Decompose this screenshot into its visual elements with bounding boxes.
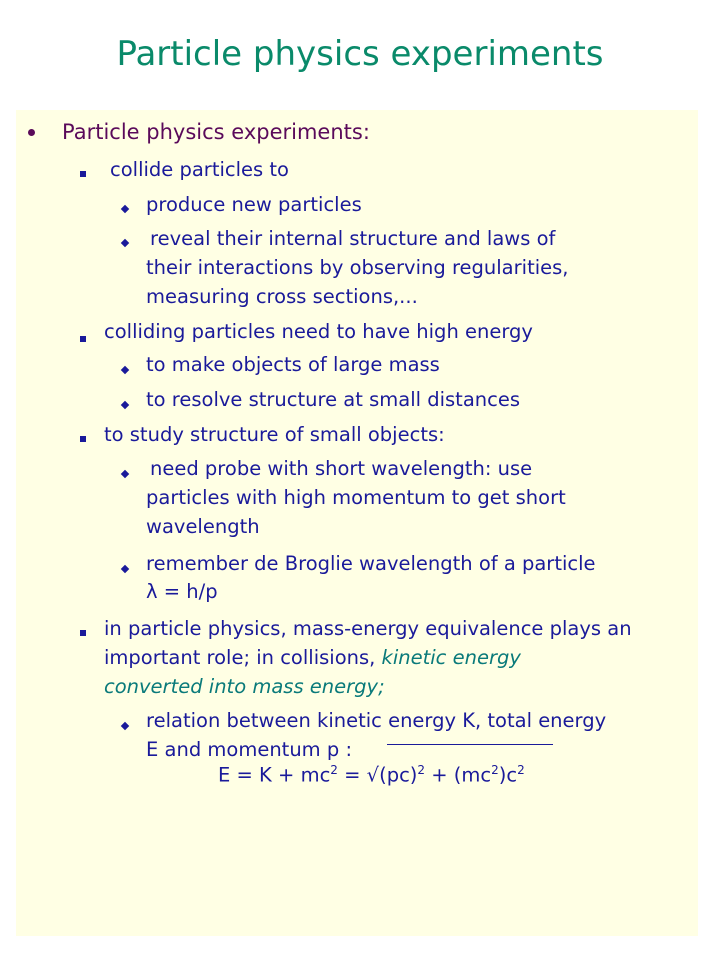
bullet-debroglie-line2: λ = h/p xyxy=(146,580,218,603)
bullet-colliding: colliding particles need to have high energy xyxy=(104,320,533,343)
sqrt-overline xyxy=(387,744,553,745)
emphasis-text: kinetic energy xyxy=(381,646,521,669)
bullet-mass-energy-line2 xyxy=(104,643,521,673)
bullet-large-mass: to make objects of large mass xyxy=(146,353,440,376)
bullet-collide: collide particles to xyxy=(110,158,289,181)
bullet-relation-line2: E and momentum p : xyxy=(146,738,353,761)
bullet-debroglie-line1: remember de Broglie wavelength of a particle xyxy=(146,552,596,575)
bullet-reveal-line1: reveal their internal structure and laws of xyxy=(150,227,556,250)
bullet-dot-icon xyxy=(28,129,35,136)
bullet-relation-line1: relation between kinetic energy K, total energy xyxy=(146,709,607,732)
bullet-square-icon xyxy=(80,171,86,177)
bullet-resolve: to resolve structure at small distances xyxy=(146,388,521,411)
mass-energy-text: important role; in collisions, xyxy=(104,646,376,669)
bullet-study: to study structure of small objects: xyxy=(104,423,445,446)
bullet-square-icon xyxy=(80,336,86,342)
bullet-square-icon xyxy=(80,630,86,636)
bullet-square-icon xyxy=(80,436,86,442)
bullet-reveal-line3: measuring cross sections,... xyxy=(146,285,418,308)
bullet-probe-line2: particles with high momentum to get short xyxy=(146,486,566,509)
bullet-mass-energy-line3: converted into mass energy; xyxy=(104,675,385,698)
bullet-produce: produce new particles xyxy=(146,193,362,216)
bullet-mass-energy-line1: in particle physics, mass-energy equivalence plays an xyxy=(104,617,632,640)
bullet-probe-line3: wavelength xyxy=(146,515,260,538)
page-title: Particle physics experiments xyxy=(116,34,604,74)
bullet-reveal-line2: their interactions by observing regularities, xyxy=(146,256,569,279)
bullet-probe-line1: need probe with short wavelength: use xyxy=(150,457,533,480)
section-heading: Particle physics experiments: xyxy=(62,120,370,144)
energy-formula: $E = K + mc^2 = √(pc)^2 + (mc^2)c^2$ xyxy=(218,763,525,787)
